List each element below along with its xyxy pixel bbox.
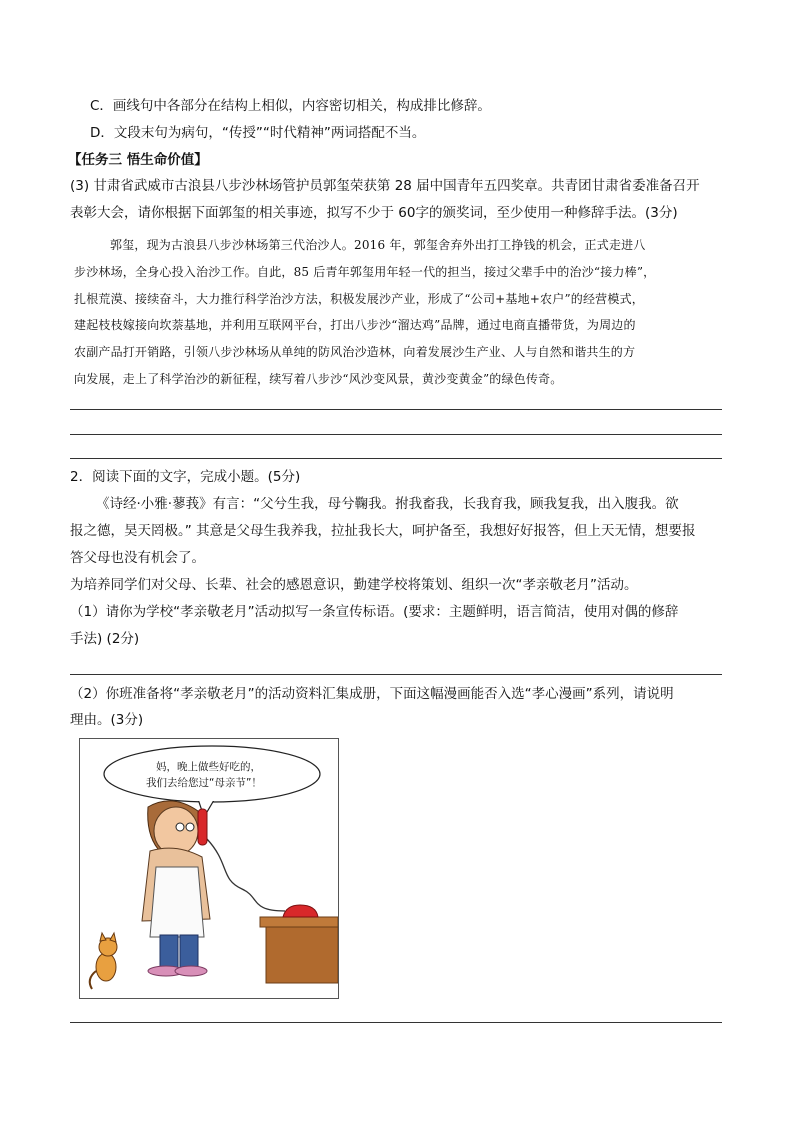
- q2-text-line: 《诗经·小雅·蓼莪》有言：“父兮生我，母兮鞠我。拊我畜我，长我育我，顾我复我，出入腹我。欲: [96, 496, 679, 512]
- answer-line[interactable]: [70, 458, 722, 459]
- passage-line: 农副产品打开销路，引领八步沙林场从单纯的防风治沙造林，向着发展沙生产业、人与自然和谐共生的方: [74, 345, 636, 359]
- q2-text-line: 报之德，昊天罔极。” 其意是父母生我养我，拉扯我长大，呵护备至，我想好好报答，但上天无情，想要报: [70, 523, 696, 539]
- answer-line[interactable]: [70, 409, 722, 410]
- cartoon-image: [79, 738, 339, 999]
- left-leg: [160, 935, 178, 969]
- option-c: C．画线句中各部分在结构上相似，内容密切相关，构成排比修辞。: [90, 98, 491, 114]
- apron: [150, 867, 204, 937]
- table-top: [260, 917, 338, 927]
- task3-prompt-line1: (3) 甘肃省武威市古浪县八步沙林场管护员郭玺荣获第 28 届中国青年五四奖章。共青团甘肃省委准备召开: [70, 178, 700, 194]
- table-body: [266, 927, 338, 983]
- speech-line-2: 我们去给您过“母亲节”！: [146, 777, 262, 789]
- right-slipper: [175, 966, 207, 976]
- answer-line[interactable]: [70, 1022, 722, 1023]
- passage-line: 步沙林场，全身心投入治沙工作。自此，85 后青年郭玺用年轻一代的担当，接过父辈手中的治沙“接力棒”，: [74, 265, 656, 279]
- phone-cord: [207, 839, 285, 911]
- phone-base: [283, 905, 318, 917]
- q2-text-line: 答父母也没有机会了。: [70, 550, 205, 566]
- speech-line-1: 妈，晚上做些好吃的，: [156, 761, 261, 773]
- option-d: D．文段末句为病句，“传授”“时代精神”两词搭配不当。: [90, 125, 426, 141]
- q2-sub2-line2: 理由。(3分): [70, 712, 144, 728]
- task3-prompt-line2: 表彰大会，请你根据下面郭玺的相关事迹，拟写不少于 60字的颁奖词，至少使用一种修辞手法。(3分): [70, 205, 678, 221]
- q2-heading: 2．阅读下面的文字，完成小题。(5分): [70, 469, 301, 485]
- cartoon-illustration: [80, 739, 338, 998]
- passage-line: 扎根荒漠、接续奋斗，大力推行科学治沙方法，积极发展沙产业，形成了“公司+基地+农户”的经营模式，: [74, 292, 644, 306]
- passage-line: 郭玺，现为古浪县八步沙林场第三代治沙人。2016 年，郭玺舍弃外出打工挣钱的机会，正式走进八: [110, 238, 646, 252]
- q2-text-line: 为培养同学们对父母、长辈、社会的感恩意识，勤建学校将策划、组织一次“孝亲敬老月”活动。: [70, 577, 638, 593]
- passage-line: 建起枝枝嫁接向坎萘基地，并利用互联网平台，打出八步沙“溜达鸡”品牌，通过电商直播带货，为周边的: [74, 318, 636, 332]
- passage-line: 向发展，走上了科学治沙的新征程，续写着八步沙“风沙变风景，黄沙变黄金”的绿色传奇。: [74, 372, 563, 386]
- q2-sub1-line2: 手法) (2分): [70, 631, 140, 647]
- task3-heading: 【任务三 悟生命价值】: [68, 152, 208, 168]
- answer-line[interactable]: [70, 674, 722, 675]
- answer-line[interactable]: [70, 434, 722, 435]
- phone-handset: [198, 809, 207, 845]
- q2-sub1-line1: （1）请你为学校“孝亲敬老月”活动拟写一条宣传标语。(要求：主题鲜明，语言简洁，使用对偶的修辞: [70, 604, 679, 620]
- speech-bubble: [104, 746, 320, 802]
- cat-body: [96, 953, 116, 981]
- cat-tail: [90, 971, 96, 989]
- right-leg: [180, 935, 198, 969]
- q2-sub2-line1: （2）你班准备将“孝亲敬老月”的活动资料汇集成册，下面这幅漫画能否入选“孝心漫画”系列，请说明: [70, 686, 674, 702]
